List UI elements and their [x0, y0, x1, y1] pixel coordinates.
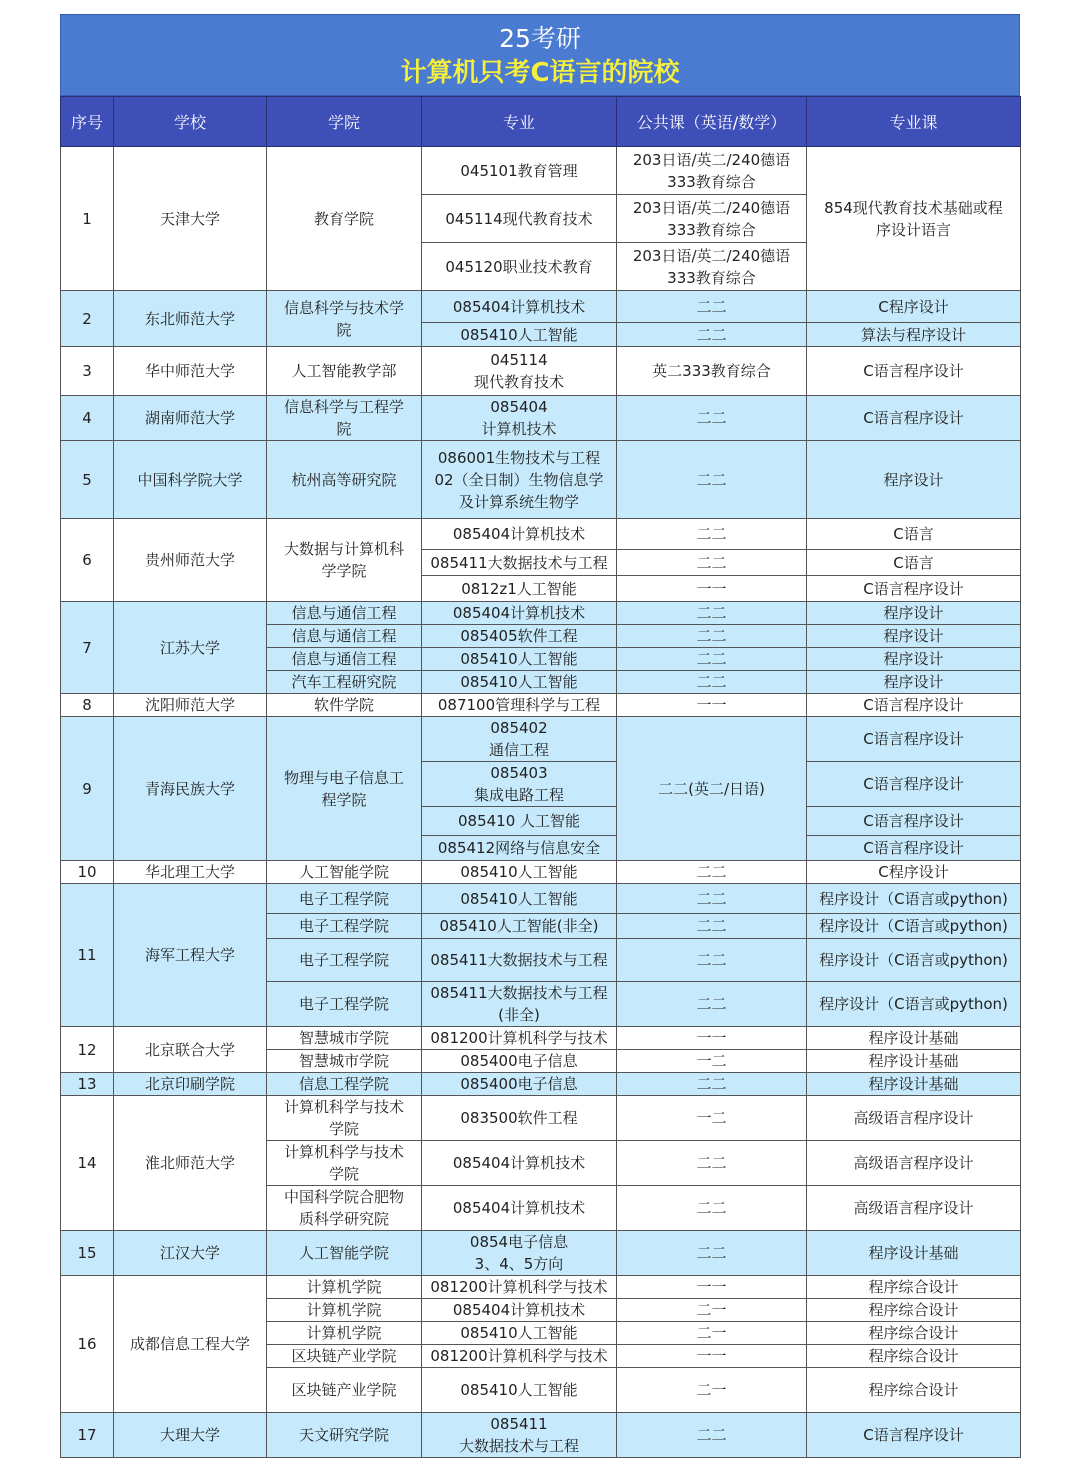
specialty-course-cell: C语言程序设计	[807, 576, 1021, 602]
major-cell: 085400电子信息	[422, 1073, 617, 1096]
school-cell: 青海民族大学	[114, 717, 267, 861]
major-cell: 045120职业技术教育	[422, 243, 617, 291]
school-cell: 淮北师范大学	[114, 1096, 267, 1231]
public-course-cell: 一一	[617, 576, 807, 602]
public-course-cell: 二二(英二/日语)	[617, 717, 807, 861]
header-public-course: 公共课（英语/数学）	[617, 97, 807, 147]
specialty-course-cell: C语言程序设计	[807, 807, 1021, 836]
public-course-cell: 203日语/英二/240德语 333教育综合	[617, 243, 807, 291]
no-cell: 14	[61, 1096, 114, 1231]
public-course-cell: 二二	[617, 1231, 807, 1276]
specialty-course-cell: 程序综合设计	[807, 1299, 1021, 1322]
college-cell: 计算机科学与技术 学院	[267, 1096, 422, 1141]
specialty-course-cell: 高级语言程序设计	[807, 1186, 1021, 1231]
college-cell: 人工智能学院	[267, 1231, 422, 1276]
major-cell: 081200计算机科学与技术	[422, 1345, 617, 1368]
table-row	[61, 602, 1021, 625]
public-course-cell: 二二	[617, 550, 807, 576]
school-cell: 成都信息工程大学	[114, 1276, 267, 1413]
document	[60, 14, 1020, 1458]
school-cell: 江汉大学	[114, 1231, 267, 1276]
public-course-cell: 二二	[617, 648, 807, 671]
specialty-course-cell: C语言程序设计	[807, 836, 1021, 861]
public-course-cell: 二二	[617, 1413, 807, 1458]
college-cell: 信息与通信工程	[267, 648, 422, 671]
college-cell: 电子工程学院	[267, 884, 422, 914]
public-course-cell: 203日语/英二/240德语 333教育综合	[617, 195, 807, 243]
public-course-cell: 二二	[617, 884, 807, 914]
public-course-cell: 二二	[617, 939, 807, 982]
public-course-cell: 二一	[617, 1368, 807, 1413]
school-cell: 江苏大学	[114, 602, 267, 694]
college-cell: 计算机学院	[267, 1299, 422, 1322]
major-cell: 045114现代教育技术	[422, 195, 617, 243]
major-cell: 085404计算机技术	[422, 1141, 617, 1186]
no-cell: 9	[61, 717, 114, 861]
table-row	[61, 1027, 1021, 1050]
major-cell: 085410人工智能	[422, 1322, 617, 1345]
no-cell: 17	[61, 1413, 114, 1458]
major-cell: 0812z1人工智能	[422, 576, 617, 602]
public-course-cell: 二二	[617, 396, 807, 441]
table-row	[61, 717, 1021, 762]
specialty-course-cell: C语言程序设计	[807, 396, 1021, 441]
specialty-course-cell: 程序设计（C语言或python)	[807, 914, 1021, 939]
header-major: 专业	[422, 97, 617, 147]
major-cell: 045114 现代教育技术	[422, 347, 617, 396]
specialty-course-cell: 程序综合设计	[807, 1368, 1021, 1413]
college-cell: 人工智能教学部	[267, 347, 422, 396]
table-body	[61, 147, 1021, 1458]
major-cell: 085405软件工程	[422, 625, 617, 648]
major-cell: 0854电子信息 3、4、5方向	[422, 1231, 617, 1276]
major-cell: 085404计算机技术	[422, 519, 617, 550]
major-cell: 085411大数据技术与工程	[422, 939, 617, 982]
specialty-course-cell: 高级语言程序设计	[807, 1141, 1021, 1186]
college-cell: 物理与电子信息工 程学院	[267, 717, 422, 861]
public-course-cell: 一一	[617, 1027, 807, 1050]
specialty-course-cell: 程序设计	[807, 625, 1021, 648]
specialty-course-cell: C语言程序设计	[807, 1413, 1021, 1458]
no-cell: 12	[61, 1027, 114, 1073]
major-cell: 085404计算机技术	[422, 1299, 617, 1322]
specialty-course-cell: 程序设计基础	[807, 1231, 1021, 1276]
college-cell: 信息工程学院	[267, 1073, 422, 1096]
no-cell: 16	[61, 1276, 114, 1413]
public-course-cell: 一二	[617, 1096, 807, 1141]
specialty-course-cell: 程序设计（C语言或python)	[807, 939, 1021, 982]
no-cell: 10	[61, 861, 114, 884]
table-row	[61, 884, 1021, 914]
major-cell: 085410人工智能	[422, 671, 617, 694]
public-course-cell: 二二	[617, 602, 807, 625]
college-cell: 大数据与计算机科 学学院	[267, 519, 422, 602]
table-row	[61, 1231, 1021, 1276]
public-course-cell: 二二	[617, 519, 807, 550]
college-cell: 杭州高等研究院	[267, 441, 422, 519]
specialty-course-cell: 程序设计基础	[807, 1050, 1021, 1073]
table-row	[61, 519, 1021, 550]
public-course-cell: 一一	[617, 694, 807, 717]
school-cell: 贵州师范大学	[114, 519, 267, 602]
public-course-cell: 二二	[617, 291, 807, 323]
college-cell: 信息科学与技术学 院	[267, 291, 422, 347]
college-cell: 计算机学院	[267, 1276, 422, 1299]
college-cell: 中国科学院合肥物 质科学研究院	[267, 1186, 422, 1231]
major-cell: 085404 计算机技术	[422, 396, 617, 441]
specialty-course-cell: 程序设计（C语言或python)	[807, 884, 1021, 914]
specialty-course-cell: 程序设计基础	[807, 1073, 1021, 1096]
specialty-course-cell: 高级语言程序设计	[807, 1096, 1021, 1141]
college-cell: 计算机学院	[267, 1322, 422, 1345]
major-cell: 085404计算机技术	[422, 602, 617, 625]
college-cell: 信息科学与工程学 院	[267, 396, 422, 441]
major-cell: 045101教育管理	[422, 147, 617, 195]
table-row	[61, 147, 1021, 195]
table-row	[61, 347, 1021, 396]
header-school: 学校	[114, 97, 267, 147]
major-cell: 087100管理科学与工程	[422, 694, 617, 717]
no-cell: 7	[61, 602, 114, 694]
public-course-cell: 二二	[617, 914, 807, 939]
specialty-course-cell: 程序设计（C语言或python)	[807, 982, 1021, 1027]
public-course-cell: 二二	[617, 671, 807, 694]
major-cell: 085404计算机技术	[422, 291, 617, 323]
no-cell: 2	[61, 291, 114, 347]
college-cell: 电子工程学院	[267, 914, 422, 939]
major-cell: 081200计算机科学与技术	[422, 1027, 617, 1050]
college-cell: 智慧城市学院	[267, 1027, 422, 1050]
major-cell: 083500软件工程	[422, 1096, 617, 1141]
specialty-course-cell: C程序设计	[807, 291, 1021, 323]
school-cell: 沈阳师范大学	[114, 694, 267, 717]
public-course-cell: 二一	[617, 1299, 807, 1322]
specialty-course-cell: 程序设计	[807, 671, 1021, 694]
specialty-course-cell: 程序综合设计	[807, 1276, 1021, 1299]
public-course-cell: 一二	[617, 1050, 807, 1073]
college-cell: 区块链产业学院	[267, 1345, 422, 1368]
table-row	[61, 694, 1021, 717]
major-cell: 081200计算机科学与技术	[422, 1276, 617, 1299]
table-row	[61, 1413, 1021, 1458]
school-cell: 海军工程大学	[114, 884, 267, 1027]
college-cell: 软件学院	[267, 694, 422, 717]
table-row	[61, 1276, 1021, 1299]
public-course-cell: 一一	[617, 1276, 807, 1299]
public-course-cell: 二二	[617, 861, 807, 884]
no-cell: 3	[61, 347, 114, 396]
table-row	[61, 291, 1021, 323]
public-course-cell: 一一	[617, 1345, 807, 1368]
no-cell: 5	[61, 441, 114, 519]
school-cell: 华北理工大学	[114, 861, 267, 884]
major-cell: 085410 人工智能	[422, 807, 617, 836]
major-cell: 085410人工智能	[422, 1368, 617, 1413]
major-cell: 085411 大数据技术与工程	[422, 1413, 617, 1458]
major-cell: 085403 集成电路工程	[422, 762, 617, 807]
specialty-course-cell: 程序综合设计	[807, 1322, 1021, 1345]
school-cell: 华中师范大学	[114, 347, 267, 396]
school-cell: 东北师范大学	[114, 291, 267, 347]
major-cell: 085400电子信息	[422, 1050, 617, 1073]
school-cell: 大理大学	[114, 1413, 267, 1458]
title-banner	[60, 14, 1020, 96]
no-cell: 1	[61, 147, 114, 291]
major-cell: 085411大数据技术与工程	[422, 550, 617, 576]
specialty-course-cell: C语言程序设计	[807, 694, 1021, 717]
college-cell: 智慧城市学院	[267, 1050, 422, 1073]
major-cell: 085410人工智能(非全)	[422, 914, 617, 939]
major-cell: 085402 通信工程	[422, 717, 617, 762]
college-cell: 电子工程学院	[267, 982, 422, 1027]
title-line2: 计算机只考C语言的院校	[400, 58, 680, 88]
no-cell: 6	[61, 519, 114, 602]
specialty-course-cell: 程序设计	[807, 648, 1021, 671]
school-cell: 湖南师范大学	[114, 396, 267, 441]
table-header-row	[61, 97, 1021, 147]
no-cell: 15	[61, 1231, 114, 1276]
specialty-course-cell: C程序设计	[807, 861, 1021, 884]
major-cell: 085410人工智能	[422, 861, 617, 884]
specialty-course-cell: 程序综合设计	[807, 1345, 1021, 1368]
no-cell: 11	[61, 884, 114, 1027]
college-cell: 计算机科学与技术 学院	[267, 1141, 422, 1186]
specialty-course-cell: 算法与程序设计	[807, 323, 1021, 347]
no-cell: 4	[61, 396, 114, 441]
major-cell: 085410人工智能	[422, 884, 617, 914]
college-cell: 天文研究学院	[267, 1413, 422, 1458]
table-row	[61, 861, 1021, 884]
public-course-cell: 203日语/英二/240德语 333教育综合	[617, 147, 807, 195]
specialty-course-cell: C语言程序设计	[807, 762, 1021, 807]
specialty-course-cell: 程序设计	[807, 441, 1021, 519]
college-cell: 人工智能学院	[267, 861, 422, 884]
college-cell: 教育学院	[267, 147, 422, 291]
schools-table	[60, 96, 1021, 1458]
table-row	[61, 441, 1021, 519]
major-cell: 085412网络与信息安全	[422, 836, 617, 861]
public-course-cell: 英二333教育综合	[617, 347, 807, 396]
college-cell: 汽车工程研究院	[267, 671, 422, 694]
public-course-cell: 二二	[617, 625, 807, 648]
table-row	[61, 1073, 1021, 1096]
public-course-cell: 二二	[617, 323, 807, 347]
title-line1: 25考研	[499, 24, 581, 53]
major-cell: 085411大数据技术与工程 (非全)	[422, 982, 617, 1027]
specialty-course-cell: C语言	[807, 550, 1021, 576]
school-cell: 北京联合大学	[114, 1027, 267, 1073]
header-specialty-course: 专业课	[807, 97, 1021, 147]
specialty-course-cell: 854现代教育技术基础或程 序设计语言	[807, 147, 1021, 291]
header-college: 学院	[267, 97, 422, 147]
public-course-cell: 二二	[617, 1073, 807, 1096]
no-cell: 8	[61, 694, 114, 717]
table-row	[61, 396, 1021, 441]
public-course-cell: 二二	[617, 1186, 807, 1231]
college-cell: 电子工程学院	[267, 939, 422, 982]
specialty-course-cell: 程序设计基础	[807, 1027, 1021, 1050]
public-course-cell: 二二	[617, 1141, 807, 1186]
school-cell: 天津大学	[114, 147, 267, 291]
public-course-cell: 二一	[617, 1322, 807, 1345]
major-cell: 085410人工智能	[422, 323, 617, 347]
no-cell: 13	[61, 1073, 114, 1096]
college-cell: 区块链产业学院	[267, 1368, 422, 1413]
table-row	[61, 1096, 1021, 1141]
specialty-course-cell: 程序设计	[807, 602, 1021, 625]
school-cell: 中国科学院大学	[114, 441, 267, 519]
public-course-cell: 二二	[617, 982, 807, 1027]
public-course-cell: 二二	[617, 441, 807, 519]
college-cell: 信息与通信工程	[267, 602, 422, 625]
major-cell: 086001生物技术与工程 02（全日制）生物信息学 及计算系统生物学	[422, 441, 617, 519]
major-cell: 085410人工智能	[422, 648, 617, 671]
specialty-course-cell: C语言	[807, 519, 1021, 550]
specialty-course-cell: C语言程序设计	[807, 717, 1021, 762]
school-cell: 北京印刷学院	[114, 1073, 267, 1096]
major-cell: 085404计算机技术	[422, 1186, 617, 1231]
specialty-course-cell: C语言程序设计	[807, 347, 1021, 396]
college-cell: 信息与通信工程	[267, 625, 422, 648]
header-no: 序号	[61, 97, 114, 147]
